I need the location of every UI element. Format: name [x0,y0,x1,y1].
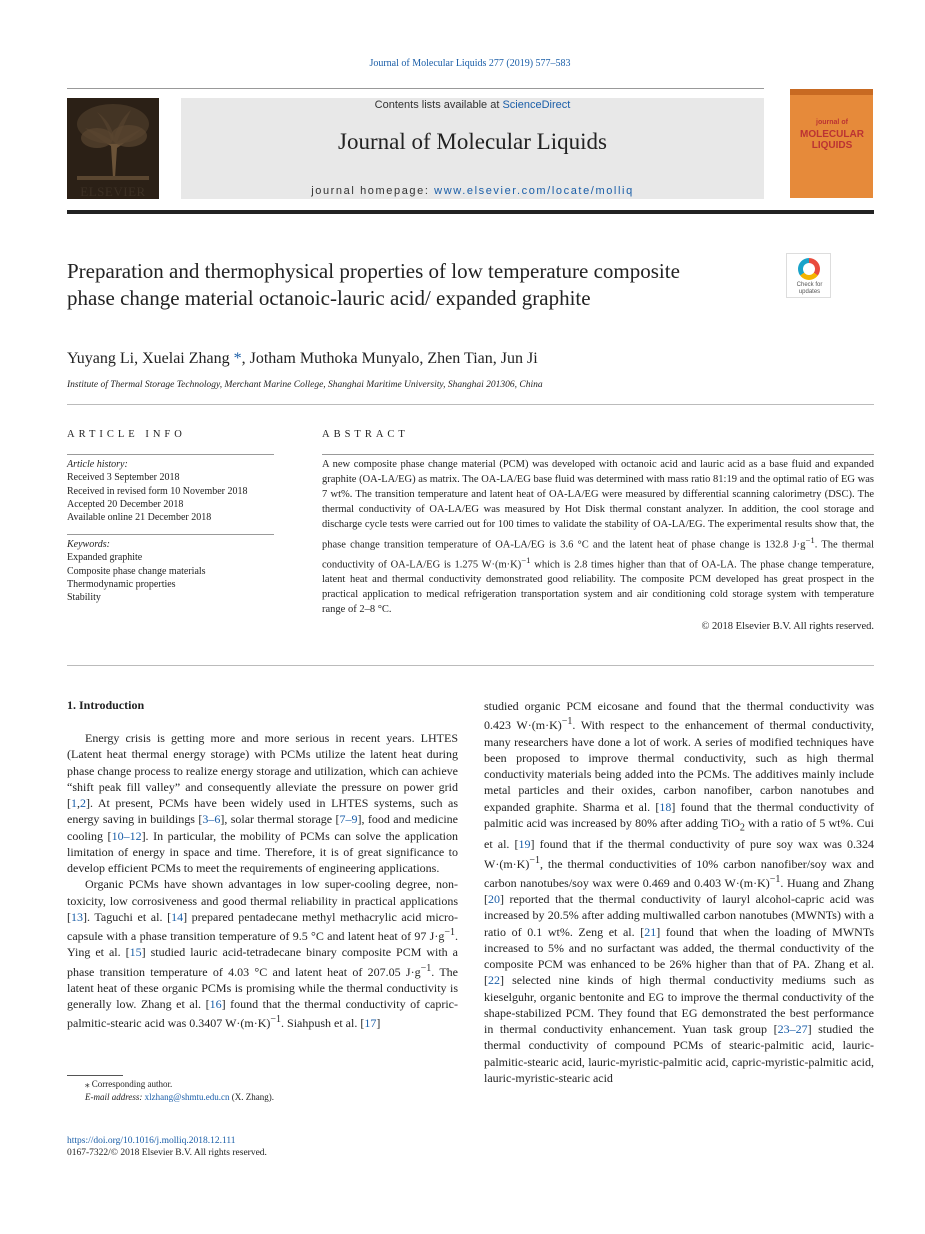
contents-line [181,99,764,111]
history-received: Received 3 September 2018 [67,472,180,484]
footnote-corresponding: ⁎ Corresponding author. [85,1079,173,1089]
ref-link[interactable]: 22 [488,973,500,988]
ref-link[interactable]: 10–12 [111,828,142,843]
ref-link[interactable]: 13 [71,909,83,924]
ref-link[interactable]: 23–27 [777,1022,808,1037]
journal-title: Journal of Molecular Liquids [338,129,607,154]
abstract-copyright: © 2018 Elsevier B.V. All rights reserved. [701,621,874,632]
homepage-prefix: journal homepage: [311,185,435,197]
keyword-item: Thermodynamic properties [67,578,176,590]
ref-link[interactable]: 20 [488,892,500,907]
doi-link-text[interactable]: https://doi.org/10.1016/j.molliq.2018.12.111 [67,1136,236,1146]
crossmark-icon [798,258,820,280]
ref-link[interactable]: 17 [364,1016,377,1031]
elsevier-wordmark: ELSEVIER [80,184,146,199]
article-history [67,458,277,524]
corresponding-author-marker[interactable]: * [233,350,242,367]
check-updates-label: Check for updates [796,282,823,295]
history-online: Available online 21 December 2018 [67,512,212,524]
journal-homepage [181,185,764,197]
check-for-updates-button[interactable] [786,253,831,298]
ref-link[interactable]: 18 [659,799,672,814]
ref-link[interactable]: 7–9 [339,812,358,827]
elsevier-logo [67,98,159,199]
homepage-link[interactable]: www.elsevier.com/locate/molliq [434,185,634,197]
cover-small-text: journal of [816,119,848,126]
cover-strip [790,89,873,95]
elsevier-tree-icon [67,98,159,184]
authors-part-2: , Jotham Muthoka Munyalo, Zhen Tian, Jun Ji [241,350,538,367]
section-heading-introduction: 1. Introduction [67,698,145,712]
doi-link[interactable] [67,1135,236,1148]
journal-citation-link[interactable]: Journal of Molecular Liquids 277 (2019) 577–583 [369,58,571,69]
keyword-item: Stability [67,592,101,604]
header-rule [67,88,764,89]
email-link[interactable]: xlzhang@shmtu.edu.cn [144,1092,230,1102]
affiliation: Institute of Thermal Storage Technology, Merchant Marine College, Shanghai Maritime University, Shanghai 201306, China [67,380,543,390]
article-info-heading: ARTICLE INFO [67,429,186,440]
abstract-end-rule [67,665,874,666]
cover-title: MOLECULAR LIQUIDS [800,129,864,151]
ref-link[interactable]: 1 [71,796,77,810]
paragraph: studied organic PCM eicosane and found that the thermal conductivity was 0.423 $W\cdot(m\cdot K)^{-1}$. With respect to the enhancement of thermal conductivity, many researchers have done a lot of work. A series of modified techniques have been proposed to improve thermal conductivity, such as high thermal conductivity materials being added into the PCMs. The additives mainly include metal particles and their oxides, carbon nanofiber, carbon nanotubes and expanded graphite. Sharma et al. [18] found that the thermal conductivity of palmitic acid was increased by 80% after adding TiO$_2$ with a ratio of 5 wt%. Cui et al. [19] found that if the thermal conductivity of pure soy wax was 0.324 $W\cdot(m\cdot K)^{-1}$, the thermal conductivities of 10% carbon nanofiber/soy wax and carbon nanotubes/soy wax were 0.469 and 0.403 $W\cdot(m\cdot K)^{-1}$. Huang and Zhang [20] reported that the thermal conductivity of lauryl alcohol-capric acid was increased by 20.5% after adding multiwalled carbon nanotubes (MWNTs) with a ratio of 0.1 wt%. Zeng et al. [21] found that when the loading of MWNTs increased to 5% and no surfactant was added, the thermal conductivity of the composite PCM was enhanced to be 26% higher than that of PA. Zhang et al. [22] selected nine kinds of high thermal conductivity mediums such as kieselguhr, organic bentonite and EG to improve the thermal conductivity of the shape-stabilized PCM. They found that EG demonstrated the best performance in thermal conductivity enhancement. Yuan task group [23–27] studied the thermal conductivity of compound PCMs of stearic-palmitic acid, lauric-palmitic-stearic acid, lauric-myristic-palmitic acid, capric-myristic-palmitic acid, lauric-myristic-stearic acid [484,699,875,1085]
keyword-item: Composite phase change materials [67,565,206,577]
header-thick-rule [67,210,874,214]
ref-link[interactable]: 19 [518,837,531,852]
ref-link[interactable]: 16 [209,997,222,1011]
history-label: Article history: [67,459,128,470]
ref-link[interactable]: 3–6 [202,812,221,827]
ref-link[interactable]: 15 [129,945,142,960]
abstract-body: A new composite phase change material (PCM) was developed with octanoic acid and lauric acid as a base fluid and expanded graphite (OA-LA/EG) as matrix. The OA-LA/EG base fluid was determined with mass ratio 81:19 and the optimal ratio of EG was 7 wt%. The transition temperature and latent heat of OA-LA/EG were measured by differential scanning calorimetry (DSC). The thermal conductivity of OA-LA/EG was measured by Hot Disk thermal constant analyzer. In addition, the cool storage and discharge cycle tests were carried out for 100 times to validate the stability of OA-LA/EG. The experimental results show that, the phase change transition temperature of OA-LA/EG is 3.6 °C and the latent heat of phase change is 132.8 $J\cdot g^{-1}$. The thermal conductivity of OA-LA/EG is 1.275 $W\cdot(m\cdot K)^{-1}$ which is 2.8 times higher than that of OA-LA. The phase change temperature, latent heat and thermal conductivity demonstrated good reliability. The composite PCM developed has great prospect in the practical application to medical refrigeration transportation system and air conditioning cold storage system with temperature range of 2–8 °C. [322,459,875,616]
paragraph: Organic PCMs have shown advantages in low super-cooling degree, non-toxicity, low corrosiveness and good thermal reliability in practical applications [13]. Taguchi et al. [14] prepared pentadecane methyl methacrylic acid micro-capsule with a phase transition temperature of 9.5 °C and latent heat of 97 $J\cdot g^{-1}$. Ying et al. [15] studied lauric acid-tetradecane binary composite PCM with a phase transition temperature of 4.03 °C and latent heat of 207.05 $J\cdot g^{-1}$. The latent heat of these organic PCMs is promising while the thermal conductivity is generally low. Zhang et al. [16] found that the thermal conductivity of capric-palmitic-stearic acid was 0.3407 $W\cdot(m\cdot K)^{-1}$. Siahpush et al. [17] [67,877,458,1031]
issn-copyright: 0167-7322/© 2018 Elsevier B.V. All rights reserved. [67,1148,267,1158]
footnote-rule [67,1075,123,1076]
author-list [67,350,538,368]
ref-link[interactable]: 2 [80,796,86,810]
paragraph: Energy crisis is getting more and more serious in recent years. LHTES (Latent heat thermal energy storage) with PCMs utilize the latent heat during phase change process to realize energy storage and utilization, which can achieve “shift peak fill valley” and consequently alleviate the pressure on power grid [1,2]. At present, PCMs have been widely used in LHTES systems, such as energy saving in buildings [3–6], solar thermal storage [7–9], food and medicine cooling [10–12]. In particular, the mobility of PCMs can solve the application limitation of energy in space and time. Therefore, it is of great significance to develop efficient PCMs to meet the requirements of engineering applications. [67,731,458,875]
keywords-rule [67,534,274,535]
keywords [67,538,277,604]
affiliation-rule [67,404,874,405]
journal-cover-thumbnail[interactable] [790,89,873,198]
history-revised: Received in revised form 10 November 2018 [67,485,248,497]
abstract-rule [322,454,874,455]
article-title: Preparation and thermophysical properties of low temperature composite phase change material octanoic-lauric acid/ expanded graphite [67,259,680,310]
body-column-right [484,698,874,1086]
authors-part-1: Yuyang Li, Xuelai Zhang [67,350,234,367]
history-accepted: Accepted 20 December 2018 [67,498,184,510]
contents-prefix: Contents lists available at [374,99,503,111]
keyword-item: Expanded graphite [67,552,143,564]
article-info-rule [67,454,274,455]
body-column-left [67,730,458,1032]
ref-link[interactable]: 14 [171,909,184,924]
sciencedirect-link[interactable]: ScienceDirect [502,99,571,111]
footnote [67,1078,458,1104]
footnote-email: E-mail address: xlzhang@shmtu.edu.cn (X. Zhang). [85,1092,274,1102]
abstract-heading: ABSTRACT [322,429,409,440]
ref-link[interactable]: 21 [644,924,657,939]
keywords-label: Keywords: [67,539,110,550]
